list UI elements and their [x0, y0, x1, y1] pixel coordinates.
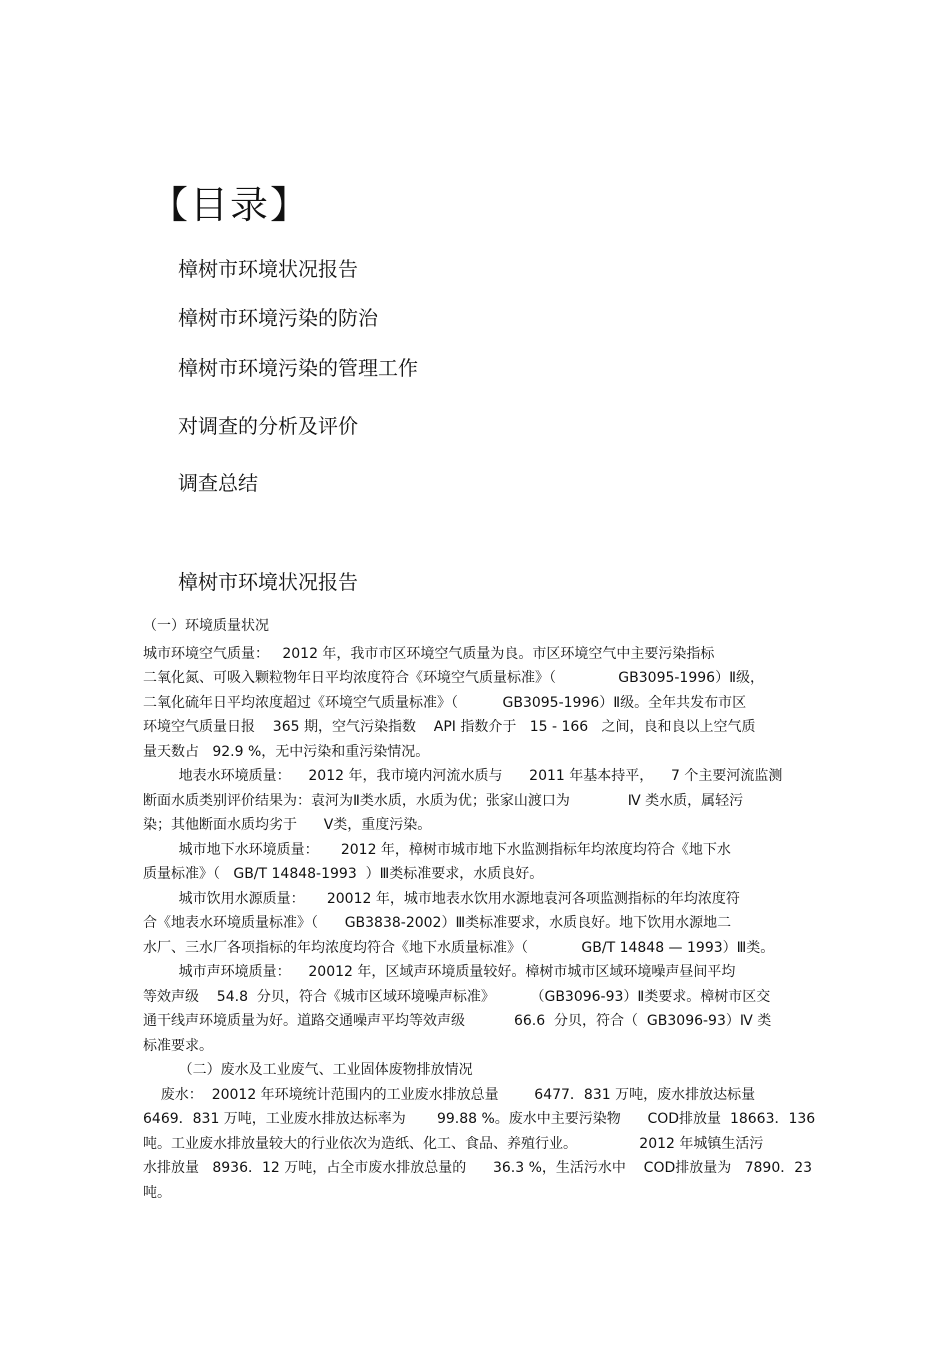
paragraph-line: 吨。: [143, 1184, 171, 1201]
paragraph-line: 水排放量 8936．12 万吨，占全市废水排放总量的 36.3 %，生活污水中 COD排放量为 7890．23: [143, 1160, 813, 1176]
paragraph-line: 断面水质类别评价结果为：袁河为Ⅱ类水质，水质为优；张家山渡口为 Ⅳ 类水质，属轻污: [143, 792, 744, 809]
paragraph-line: 二氧化氮、可吸入颗粒物年日平均浓度符合《环境空气质量标准》（ GB3095-1996）Ⅱ级，: [143, 670, 764, 686]
toc-title: 【目录】: [150, 183, 311, 227]
paragraph-line: 质量标准》（ GB/T 14848-1993 ）Ⅲ类标准要求，水质良好。: [143, 866, 544, 882]
paragraph-line: 二氧化硫年日平均浓度超过《环境空气质量标准》（ GB3095-1996）Ⅱ级。全年共发布市区: [143, 694, 747, 711]
toc-item[interactable]: 调查总结: [178, 471, 258, 495]
paragraph-line: 量天数占 92.9 %，无中污染和重污染情况。: [143, 743, 430, 760]
paragraph-line: 废水： 20012 年环境统计范围内的工业废水排放总量 6477．831 万吨，废水排放达标量: [143, 1086, 756, 1103]
paragraph-line: 6469．831 万吨，工业废水排放达标率为 99.88 %。废水中主要污染物 COD排放量 18663．136: [143, 1111, 816, 1127]
paragraph-line: 环境空气质量日报 365 期，空气污染指数 API 指数介于 15 - 166 之间，良和良以上空气质: [143, 719, 756, 735]
toc-item[interactable]: 对调查的分析及评价: [178, 414, 358, 438]
toc-item[interactable]: 樟树市环境污染的防治: [178, 306, 378, 330]
subsection-heading: （二）废水及工业废气、工业固体废物排放情况: [143, 1062, 473, 1078]
paragraph-line: 水厂、三水厂各项指标的年均浓度均符合《地下水质量标准》（ GB/T 14848 — 1993）Ⅲ类。: [143, 939, 775, 956]
paragraph-line: 城市声环境质量： 20012 年，区域声环境质量较好。樟树市城市区域环境噪声昼间平均: [143, 964, 736, 980]
section-title: 樟树市环境状况报告: [178, 570, 358, 594]
paragraph-line: 通干线声环境质量为好。道路交通噪声平均等效声级 66.6 分贝，符合（ GB3096-93）Ⅳ 类: [143, 1013, 772, 1029]
toc-item[interactable]: 樟树市环境污染的管理工作: [178, 356, 418, 380]
paragraph-line: 城市环境空气质量： 2012 年，我市市区环境空气质量为良。市区环境空气中主要污染指标: [143, 645, 715, 662]
paragraph-line: 城市地下水环境质量： 2012 年，樟树市城市地下水监测指标年均浓度均符合《地下水: [143, 841, 731, 858]
paragraph-line: 城市饮用水源质量： 20012 年，城市地表水饮用水源地袁河各项监测指标的年均浓度符: [143, 890, 740, 907]
paragraph-line: 地表水环境质量： 2012 年，我市境内河流水质与 2011 年基本持平， 7 个主要河流监测: [143, 768, 783, 784]
section-body: [143, 614, 816, 1205]
paragraph-line: 染；其他断面水质均劣于 Ⅴ类，重度污染。: [143, 817, 432, 833]
paragraph-line: 合《地表水环境质量标准》（ GB3838-2002）Ⅲ类标准要求，水质良好。地下饮用水源地二: [143, 915, 732, 931]
paragraph-line: 吨。工业废水排放量较大的行业依次为造纸、化工、食品、养殖行业。 2012 年城镇生活污: [143, 1135, 764, 1152]
toc-item[interactable]: 樟树市环境状况报告: [178, 257, 358, 281]
paragraph-line: 标准要求。: [143, 1037, 213, 1054]
paragraph-line: 等效声级 54.8 分贝，符合《城市区域环境噪声标准》 （GB3096-93）Ⅱ类要求。樟树市区交: [143, 988, 771, 1005]
subsection-heading: （一）环境质量状况: [143, 618, 269, 634]
